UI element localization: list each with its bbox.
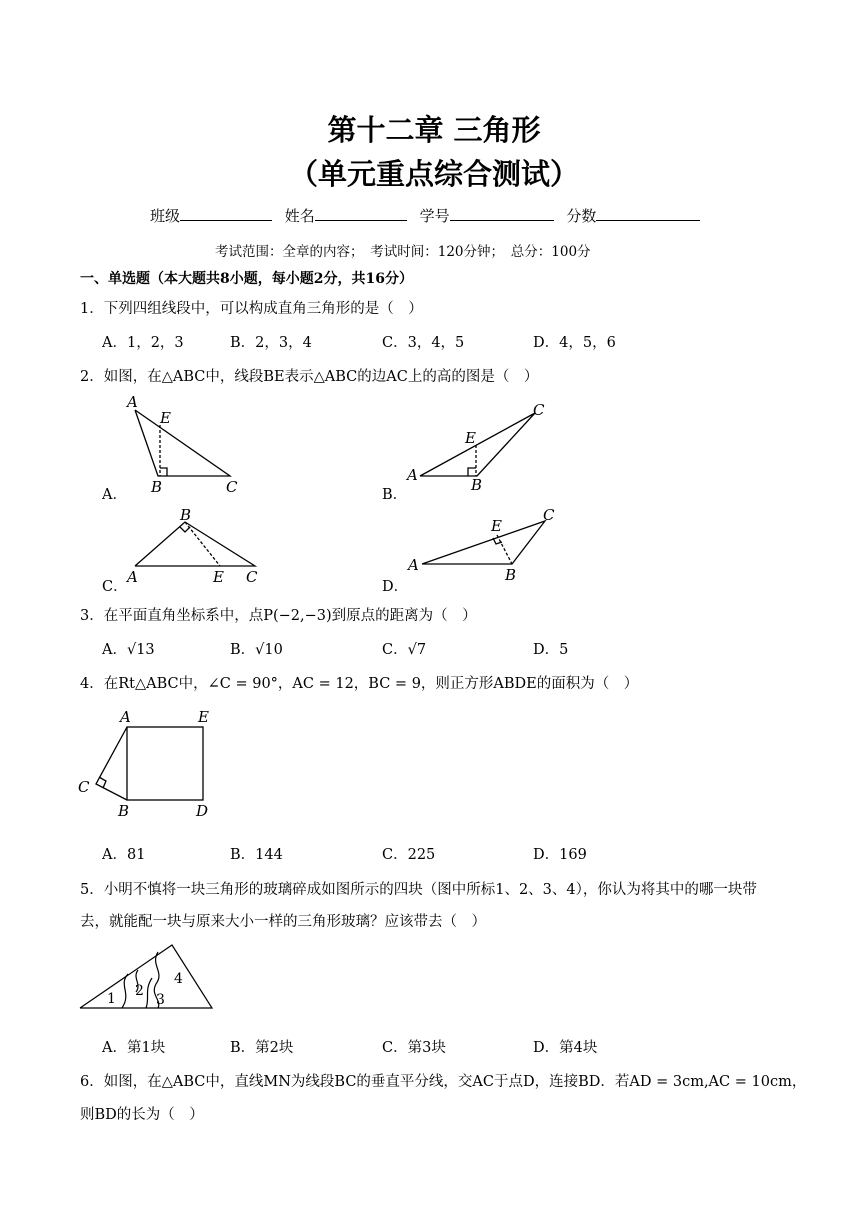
fig-a-label-e: E bbox=[160, 409, 171, 427]
q4-figure bbox=[96, 727, 203, 800]
q5-piece-3: 3 bbox=[156, 992, 165, 1008]
fig-c-label-a: A bbox=[127, 568, 138, 586]
fig-b-label-c: C bbox=[533, 401, 545, 419]
q2-figure-d bbox=[422, 521, 545, 564]
q2-figure-c bbox=[135, 522, 255, 566]
q5-piece-2: 2 bbox=[135, 983, 144, 999]
q2-option-b[interactable]: B． bbox=[382, 487, 408, 503]
q2-figure-b bbox=[420, 413, 535, 476]
q5-piece-4: 4 bbox=[174, 971, 183, 987]
q1-option-b[interactable]: B．2，3，4 bbox=[230, 335, 312, 351]
question-2: 2．如图，在△ABC中，线段BE表示△ABC的边AC上的高的图是（ ） bbox=[80, 369, 539, 385]
q3-option-a[interactable]: A．√13 bbox=[102, 642, 155, 658]
id-label: 学号 bbox=[419, 207, 450, 225]
q2-option-c[interactable]: C． bbox=[102, 579, 128, 595]
q2-figure-a bbox=[135, 410, 230, 476]
q3-option-c[interactable]: C．√7 bbox=[382, 642, 427, 658]
question-1: 1．下列四组线段中，可以构成直角三角形的是（ ） bbox=[80, 301, 423, 317]
q4-option-b[interactable]: B．144 bbox=[230, 847, 283, 863]
question-6-line1: 6．如图，在△ABC中，直线MN为线段BC的垂直平分线，交AC于点D，连接BD．若AD = 3cm,AC = 10cm， bbox=[80, 1074, 807, 1090]
fig-b-label-e: E bbox=[465, 429, 476, 447]
fig-d-label-c: C bbox=[543, 506, 555, 524]
class-label: 班级 bbox=[150, 207, 181, 225]
q4-label-b: B bbox=[118, 802, 130, 820]
q4-label-d: D bbox=[196, 802, 209, 820]
exam-meta: 考试范围：全章的内容； 考试时间：120分钟； 总分：100分 bbox=[215, 244, 591, 260]
q5-option-c[interactable]: C．第3块 bbox=[382, 1040, 446, 1056]
q4-label-a: A bbox=[120, 708, 131, 726]
q1-option-c[interactable]: C．3，4，5 bbox=[382, 335, 465, 351]
page-title: 第十二章 三角形 bbox=[327, 113, 541, 147]
name-label: 姓名 bbox=[284, 207, 315, 225]
q4-option-d[interactable]: D．169 bbox=[533, 847, 587, 863]
q4-label-c: C bbox=[78, 778, 90, 796]
fig-b-label-b: B bbox=[471, 476, 483, 494]
q4-label-e: E bbox=[198, 708, 209, 726]
page-subtitle: （单元重点综合测试） bbox=[288, 157, 579, 191]
fig-d-label-b: B bbox=[505, 566, 517, 584]
q5-option-b[interactable]: B．第2块 bbox=[230, 1040, 294, 1056]
q1-option-a[interactable]: A．1，2，3 bbox=[102, 335, 184, 351]
q2-option-d[interactable]: D． bbox=[382, 579, 409, 595]
fig-b-label-a: A bbox=[407, 466, 418, 484]
q3-option-d[interactable]: D．5 bbox=[533, 642, 569, 658]
q4-option-a[interactable]: A．81 bbox=[102, 847, 146, 863]
question-6-line2: 则BD的长为（ ） bbox=[80, 1107, 204, 1123]
fig-a-label-b: B bbox=[151, 478, 163, 496]
fig-c-label-c: C bbox=[246, 568, 258, 586]
question-5-line2: 去，就能配一块与原来大小一样的三角形玻璃？应该带去（ ） bbox=[80, 914, 486, 930]
q3-option-b[interactable]: B．√10 bbox=[230, 642, 283, 658]
q5-piece-1: 1 bbox=[107, 991, 116, 1007]
question-5-line1: 5．小明不慎将一块三角形的玻璃碎成如图所示的四块（图中所标1、2、3、4），你认为将其中的哪一块带 bbox=[80, 882, 757, 898]
q5-option-a[interactable]: A．第1块 bbox=[102, 1040, 166, 1056]
q1-option-d[interactable]: D．4，5，6 bbox=[533, 335, 616, 351]
fig-a-label-a: A bbox=[127, 393, 138, 411]
fig-c-label-e: E bbox=[213, 568, 224, 586]
fig-c-label-b: B bbox=[180, 506, 192, 524]
section-heading: 一、单选题（本大题共8小题，每小题2分，共16分） bbox=[80, 271, 413, 287]
q2-option-a[interactable]: A． bbox=[102, 487, 127, 503]
score-label: 分数 bbox=[566, 207, 597, 225]
q5-option-d[interactable]: D．第4块 bbox=[533, 1040, 598, 1056]
question-3: 3．在平面直角坐标系中，点P(−2,−3)到原点的距离为（ ） bbox=[80, 608, 477, 624]
fig-a-label-c: C bbox=[226, 478, 238, 496]
question-4: 4．在Rt△ABC中，∠C = 90°，AC = 12，BC = 9，则正方形ABDE的面积为（ ） bbox=[80, 676, 639, 692]
fig-d-label-e: E bbox=[491, 517, 502, 535]
q5-figure bbox=[80, 945, 212, 1008]
fig-d-label-a: A bbox=[408, 556, 419, 574]
q4-option-c[interactable]: C．225 bbox=[382, 847, 436, 863]
